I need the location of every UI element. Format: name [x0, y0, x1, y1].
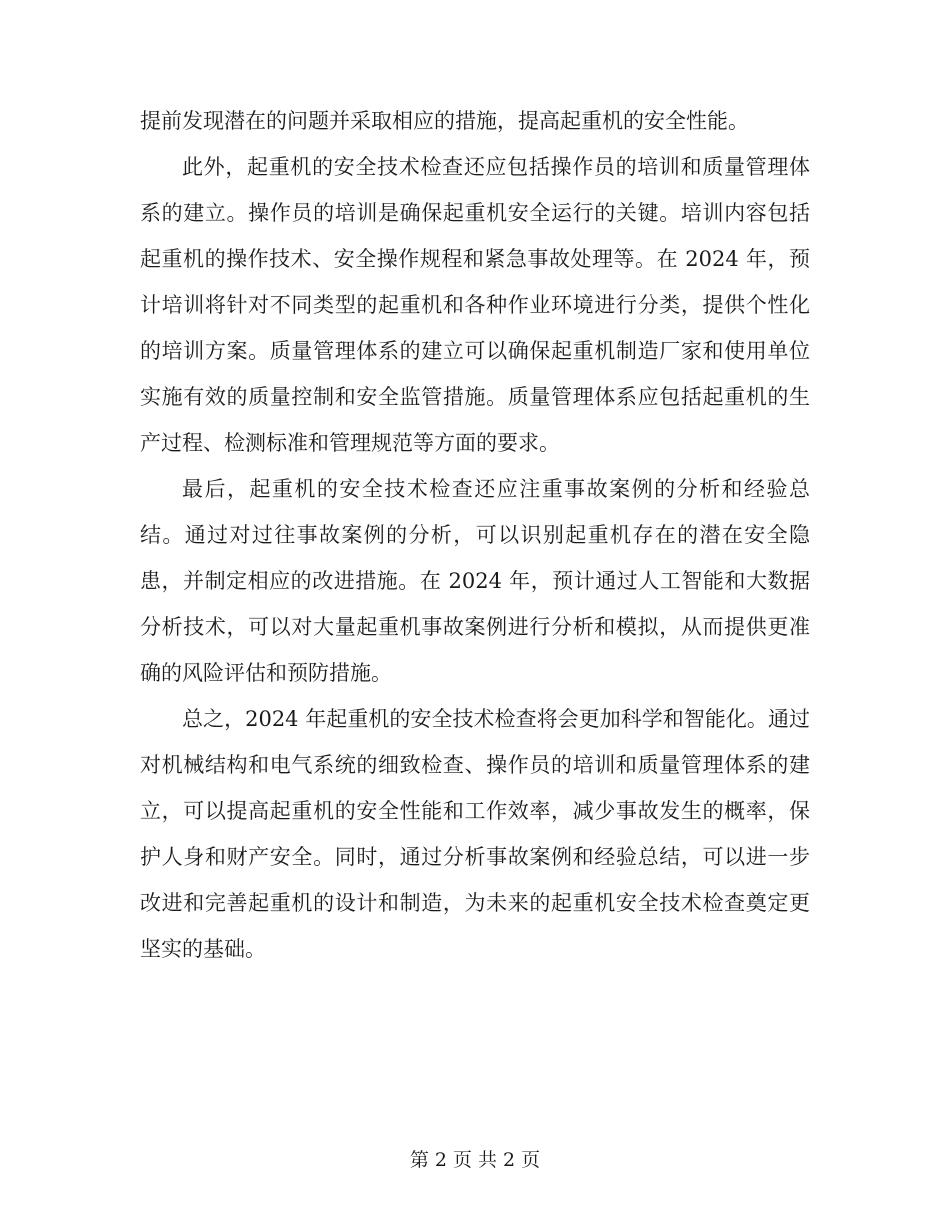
paragraph-1: 提前发现潜在的问题并采取相应的措施，提高起重机的安全性能。 — [140, 109, 749, 133]
paragraph-4: 总之，2024 年起重机的安全技术检查将会更加科学和智能化。通过对机械结构和电气系统的细致检查、操作员的培训和质量管理体系的建立，可以提高起重机的安全性能和工作效率，减少事故发生的概率，保护人身和财产安全。同时，通过分析事故案例和经验总结，可以进一步改进和完善起重机的设计和制造，为未来的起重机安全技术检查奠定更坚实的基础。 — [140, 707, 810, 961]
paragraph-3: 最后，起重机的安全技术检查还应注重事故案例的分析和经验总结。通过对过往事故案例的分析，可以识别起重机存在的潜在安全隐患，并制定相应的改进措施。在 2024 年，预计通过人工智能和大数据分析技术，可以对大量起重机事故案例进行分析和模拟，从而提供更准确的风险评估和预防措施。 — [140, 477, 810, 685]
paragraph-2: 此外，起重机的安全技术检查还应包括操作员的培训和质量管理体系的建立。操作员的培训是确保起重机安全运行的关键。培训内容包括起重机的操作技术、安全操作规程和紧急事故处理等。在 2024 年，预计培训将针对不同类型的起重机和各种作业环境进行分类，提供个性化的培训方案。质量管理体系的建立可以确保起重机制造厂家和使用单位实施有效的质量控制和安全监管措施。质量管理体系应包括起重机的生产过程、检测标准和管理规范等方面的要求。 — [140, 155, 810, 455]
page-number-footer: 第 2 页 共 2 页 — [409, 1149, 541, 1171]
document-body — [140, 98, 810, 972]
